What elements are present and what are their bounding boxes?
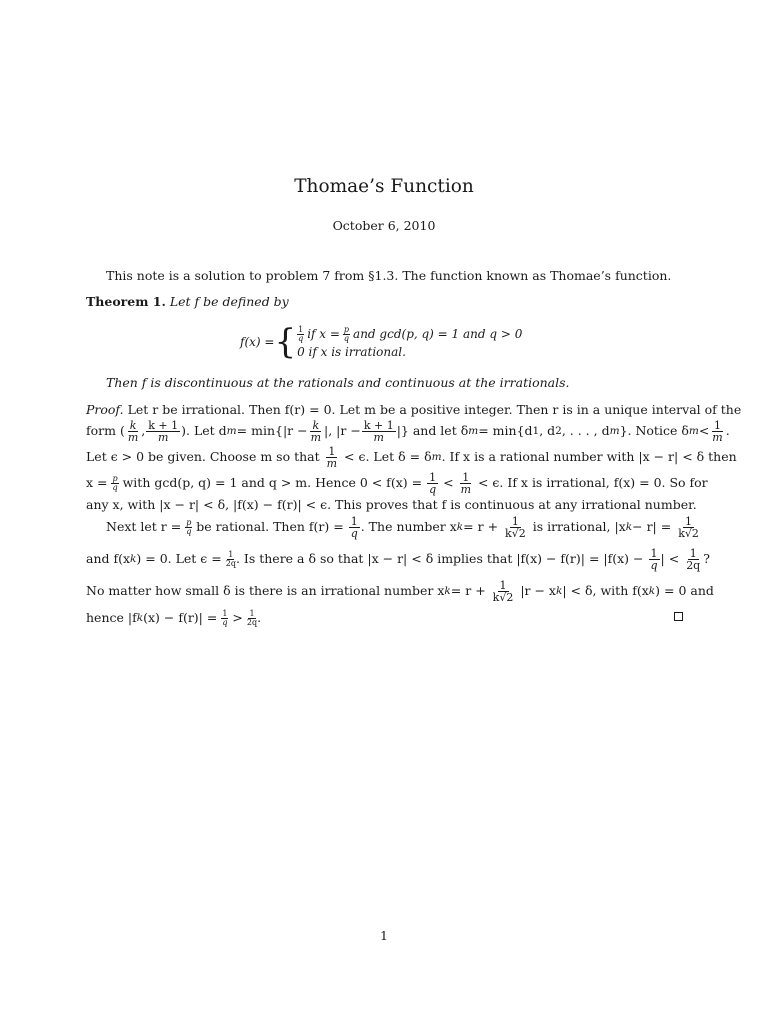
theorem-label: Theorem 1.: [86, 294, 166, 309]
date: October 6, 2010: [332, 218, 436, 233]
case1-value: $\frac{1}{q}$: [298, 324, 304, 343]
left-brace: {: [274, 322, 297, 362]
intro-paragraph: This note is a solution to problem 7 from §1.3. The function known as Thomae’s function.: [106, 268, 672, 283]
piecewise-definition: [240, 322, 522, 362]
case1-fraction: $\frac{p}{q}$: [343, 324, 350, 343]
case-rational: $\frac{1}{q}$ if x = $\frac{p}{q}$ and gcd(p, q) = 1 and q > 0: [298, 324, 523, 343]
proof-line-4: x = $\frac{p}{q}$ with gcd(p, q) = 1 and q > m. Hence 0 < f(x) = $\frac{1}{q}$ < $\frac{1}{m}$ < ϵ. If x is irrational, f(x) = 0. So for: [86, 470, 708, 496]
proof-line-8: No matter how small δ is there is an irrational number x k = r + $\frac{1}{k√2}$ |r − x k | < δ, with f(x k ) = 0 and: [86, 578, 714, 604]
cases: [297, 326, 522, 359]
proof-label: Proof.: [86, 402, 124, 417]
page-number: 1: [380, 928, 388, 943]
proof-line-9: hence |f k (x) − f(r)| = $\frac{1}{q}$ > $\frac{1}{2q}$ .: [86, 608, 262, 627]
case-irrational: 0 if x is irrational.: [297, 344, 406, 359]
proof-line-7: and f(x k ) = 0. Let ϵ = $\frac{1}{2q}$ . Is there a δ so that |x − r| < δ implies that |f(x) − f(r)| = |f(x) − $\frac{1}{q}$ | < $\frac{1}{2q}$ ?: [86, 546, 710, 572]
qed-box: [674, 612, 683, 621]
proof-line-1: Proof. Let r be irrational. Then f(r) = 0. Let m be a positive integer. Then r is in a unique interval of the: [86, 402, 742, 417]
proof-line-2: form ( $\frac{k}{m}$ , $\frac{k + 1}{m}$ ). Let d m = min{|r − $\frac{k}{m}$ |, |r − $\frac{k + 1}{m}$ |} and let δ m = min{d 1 , d 2 , . . . , d m }. Notice δ m < $\frac{1}{m}$ .: [86, 418, 730, 444]
page-title: Thomae’s Function: [294, 176, 474, 197]
theorem-conclusion: Then f is discontinuous at the rationals and continuous at the irrationals.: [106, 375, 570, 390]
fx-label: f(x) =: [240, 335, 275, 349]
theorem-statement: Let f be defined by: [169, 294, 289, 309]
theorem-heading: [86, 294, 686, 310]
proof-line-5: any x, with |x − r| < δ, |f(x) − f(r)| < ϵ. This proves that f is continuous at any irrational number.: [86, 497, 697, 512]
proof-line-3: Let ϵ > 0 be given. Choose m so that $\frac{1}{m}$ < ϵ. Let δ = δ m . If x is a rational number with |x − r| < δ then: [86, 444, 737, 470]
proof-line-6: Next let r = $\frac{p}{q}$ be rational. Then f(r) = $\frac{1}{q}$ . The number x k = r + $\frac{1}{k√2}$ is irrational, |x k − r| = $\frac{1}{k√2}$: [106, 514, 699, 540]
